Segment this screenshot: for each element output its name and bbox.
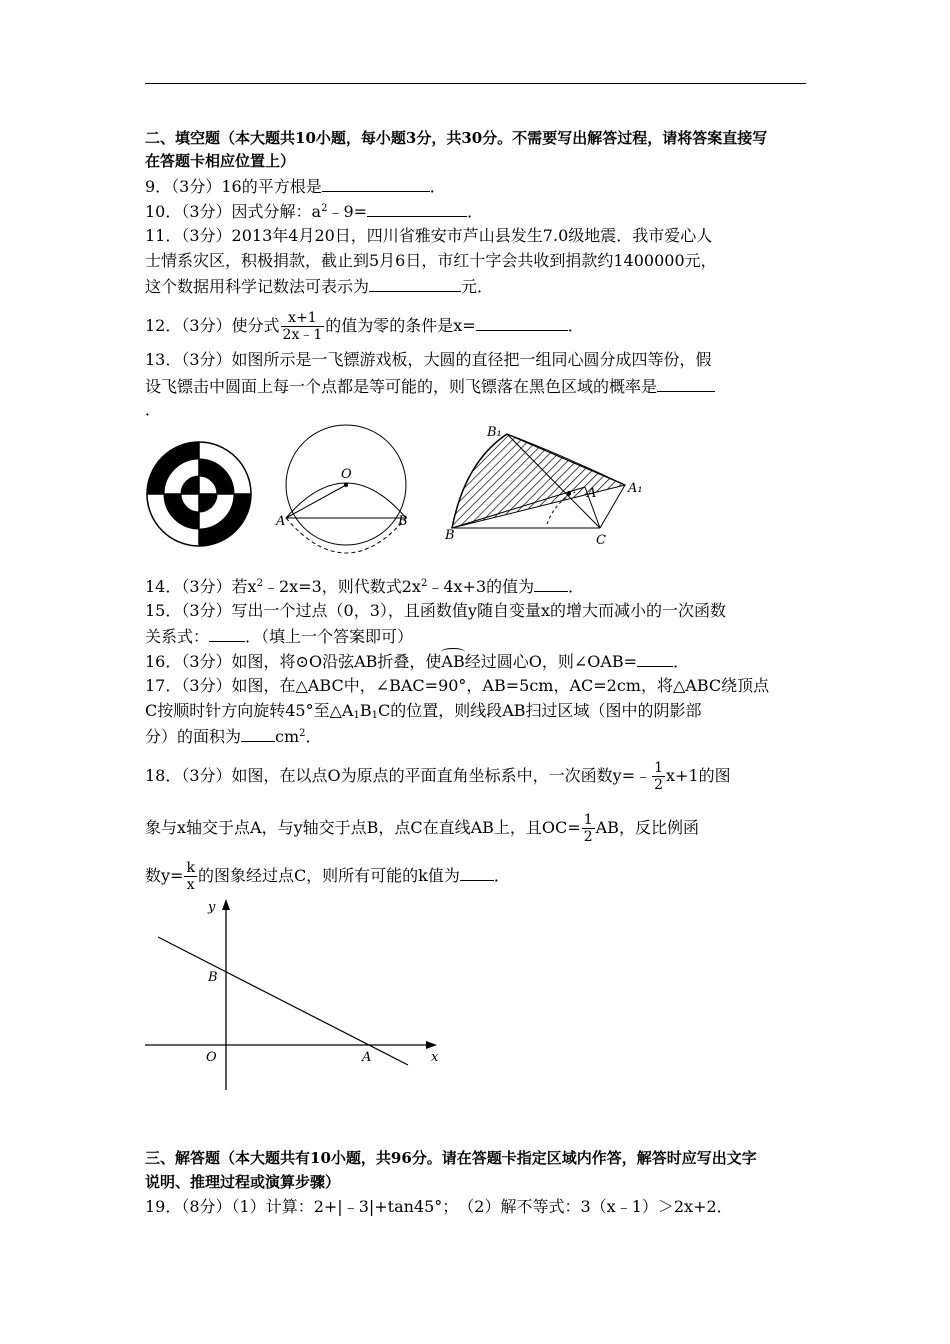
- question-19: 19．（8分）（1）计算：2+|﹣3|+tan45°； （2）解不等式：3（x﹣1）＞2x+2．: [145, 1197, 733, 1216]
- x-axis-label: x: [431, 1050, 439, 1065]
- dartboard-figure: [145, 440, 253, 548]
- question-17-line3: 分）的面积为 $cm^2$．: [145, 727, 322, 746]
- question-15-line1: 15．（3分）写出一个过点（0，3），且函数值y随自变量x的增大而减小的一次函数: [145, 601, 726, 620]
- label-A: A: [362, 1050, 372, 1065]
- answer-blank[interactable]: [476, 314, 568, 331]
- fraction: $\frac{1}{2}$: [654, 760, 664, 793]
- label-B: B: [208, 970, 218, 985]
- label-A: A: [276, 514, 286, 529]
- label-O: O: [206, 1050, 217, 1065]
- label-B: B: [445, 528, 455, 543]
- question-13-line1: 13．（3分）如图所示是一飞镖游戏板，大圆的直径把一组同心圆分成四等份，假: [145, 350, 712, 369]
- section2-heading-cont: 在答题卡相应位置上）: [145, 152, 296, 170]
- question-10: 10．（3分）因式分解：$a^2﹣9=$ ．: [145, 202, 484, 221]
- y-axis-label: y: [208, 900, 216, 915]
- answer-blank[interactable]: [369, 275, 461, 292]
- question-16: 16．（3分）如图，将⊙O沿弦AB折叠，使AB经过圆心O，则∠OAB= ．: [145, 652, 690, 671]
- answer-blank[interactable]: [322, 175, 430, 192]
- fraction: $\frac{x+1}{2x﹣1}$: [282, 310, 323, 343]
- coordinate-graph: [145, 895, 445, 1095]
- answer-blank[interactable]: [534, 575, 568, 592]
- label-C: C: [596, 533, 606, 548]
- section3-heading-cont: 说明、推理过程或演算步骤）: [145, 1173, 341, 1191]
- label-A: A: [587, 486, 597, 501]
- answer-blank[interactable]: [637, 650, 673, 667]
- fraction: $\frac{k}{x}$: [186, 860, 195, 893]
- answer-blank[interactable]: [209, 625, 245, 642]
- question-17-line1: 17．（3分）如图，在△ABC中，∠BAC=90°，AB=5cm，AC=2cm，将△ABC绕顶点: [145, 676, 770, 695]
- section2-heading: 二、填空题（本大题共10小题，每小题3分，共30分。不需要写出解答过程，请将答案直接写: [145, 129, 768, 147]
- fraction: $\frac{1}{2}$: [583, 812, 593, 845]
- question-11-line2: 士情系灾区，积极捐款，截止到5月6日，市红十字会共收到捐款约1400000元，: [145, 251, 717, 270]
- answer-blank[interactable]: [241, 725, 275, 742]
- question-12: 12．（3分）使分式 $\frac{x+1}{2x﹣1}$ 的值为零的条件是x= ．: [145, 310, 584, 343]
- label-B: B: [398, 514, 408, 529]
- question-13-line3: ．: [145, 400, 162, 419]
- question-14: 14．（3分）若$x^2﹣2x=3$，则代数式$2x^2﹣4x+3$的值为 ．: [145, 577, 585, 596]
- label-O: O: [341, 467, 352, 482]
- header-rule: [145, 83, 806, 84]
- answer-blank[interactable]: [460, 864, 494, 881]
- question-13-line2: 设飞镖击中圆面上每一个点都是等可能的，则飞镖落在黑色区域的概率是: [145, 375, 715, 398]
- question-15-line2: 关系式： ．（填上一个答案即可）: [145, 627, 414, 646]
- arc-AB: AB: [441, 652, 465, 671]
- question-11-line3: 这个数据用科学记数法可表示为 元．: [145, 277, 494, 296]
- section3-heading: 三、解答题（本大题共有10小题，共96分。请在答题卡指定区域内作答，解答时应写出文字: [145, 1149, 757, 1167]
- question-18-line2: 象与x轴交于点A，与y轴交于点B，点C在直线AB上，且OC= $\frac{1}{2}$ AB，反比例函: [145, 812, 699, 845]
- question-18-line1: 18．（3分）如图，在以点O为原点的平面直角坐标系中，一次函数y=﹣ $\frac{1}{2}$ x+1的图: [145, 760, 731, 793]
- label-B1: B₁: [487, 425, 502, 440]
- answer-blank[interactable]: [367, 200, 467, 217]
- answer-blank[interactable]: [657, 375, 715, 392]
- question-18-line3: 数y= $\frac{k}{x}$ 的图象经过点C，则所有可能的k值为 ．: [145, 860, 510, 893]
- question-17-line2: C按顺时针方向旋转45°至$\triangle A_1B_1C$的位置，则线段AB扫过区域（图中的阴影部: [145, 701, 702, 721]
- question-9: 9．（3分）16的平方根是 ．: [145, 177, 446, 196]
- rotation-figure: [445, 422, 655, 552]
- question-11-line1: 11．（3分）2013年4月20日，四川省雅安市芦山县发生7.0级地震．我市爱心人: [145, 226, 713, 245]
- circle-fold-figure: [278, 415, 418, 555]
- label-A1: A₁: [628, 481, 643, 496]
